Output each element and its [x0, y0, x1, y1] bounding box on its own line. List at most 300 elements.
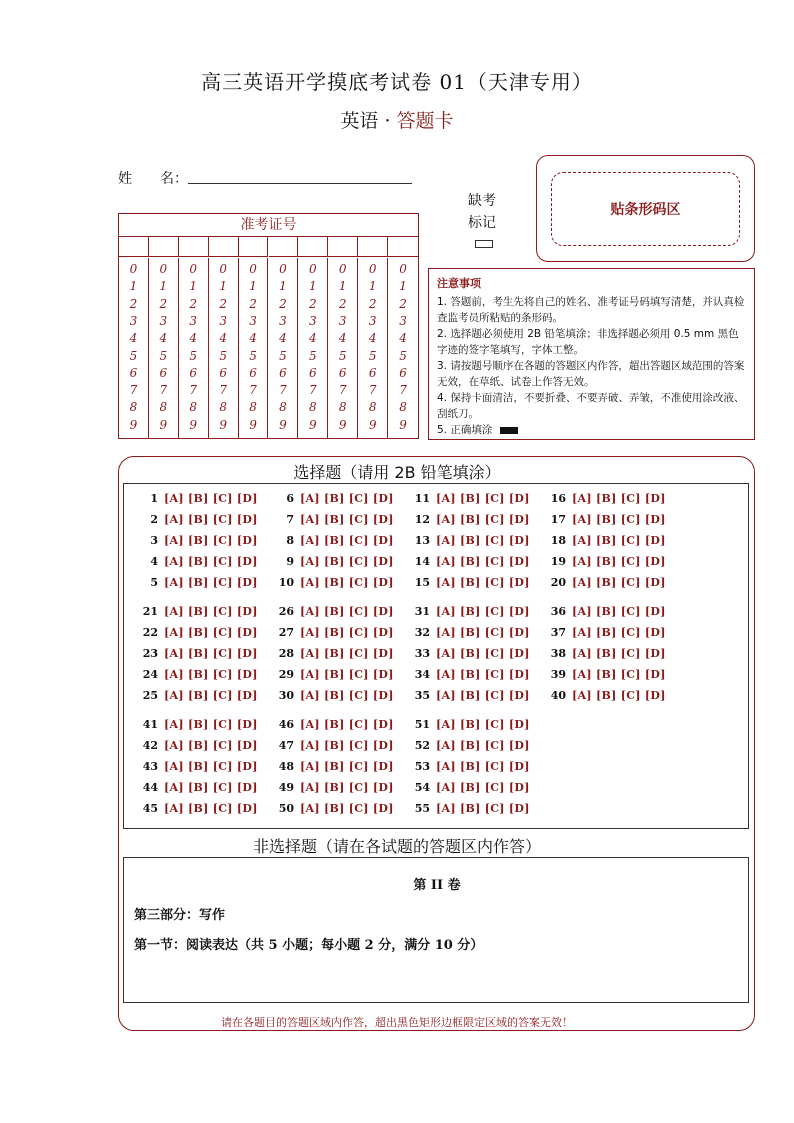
exam-number-digit-bubble[interactable]: 0	[309, 262, 317, 276]
answer-bubbles[interactable]: [A] [B] [C] [D]	[300, 760, 394, 773]
question-number: 32	[414, 626, 430, 639]
answer-bubbles[interactable]: [A] [B] [C] [D]	[436, 668, 530, 681]
question-number: 28	[278, 647, 294, 660]
answer-bubbles[interactable]: [A] [B] [C] [D]	[164, 576, 258, 589]
question-31	[408, 605, 530, 618]
answer-bubbles[interactable]: [A] [B] [C] [D]	[300, 802, 394, 815]
answer-bubbles[interactable]: [A] [B] [C] [D]	[164, 739, 258, 752]
exam-number-digit-bubble[interactable]: 3	[368, 313, 377, 328]
answer-bubbles[interactable]: [A] [B] [C] [D]	[572, 605, 666, 618]
question-32	[408, 626, 530, 639]
answer-bubbles[interactable]: [A] [B] [C] [D]	[436, 492, 530, 505]
exam-number-digit-bubble[interactable]: 6	[219, 365, 227, 380]
question-number: 54	[414, 781, 430, 794]
exam-number-grid	[118, 213, 419, 439]
question-41	[136, 718, 258, 731]
answer-bubbles[interactable]: [A] [B] [C] [D]	[300, 513, 394, 526]
question-28	[272, 647, 394, 660]
exam-number-digit-column	[298, 258, 328, 438]
exam-number-digit-bubble[interactable]: 9	[129, 417, 138, 432]
question-number: 22	[142, 626, 158, 639]
name-label: 姓 名：	[118, 171, 188, 187]
question-20	[544, 576, 666, 589]
exam-number-digit-bubble[interactable]: 8	[309, 400, 317, 415]
exam-number-digit-bubble[interactable]: 5	[399, 348, 407, 363]
exam-number-digit-bubble[interactable]: 6	[189, 365, 198, 380]
exam-number-digit-bubble[interactable]: 7	[368, 383, 377, 398]
exam-number-digit-bubble[interactable]: 7	[159, 383, 168, 398]
answer-bubbles[interactable]: [A] [B] [C] [D]	[164, 492, 258, 505]
exam-number-write-cell[interactable]	[298, 236, 328, 257]
exam-number-digit-bubble[interactable]: 8	[159, 400, 168, 415]
exam-number-digit-bubble[interactable]: 8	[189, 400, 198, 415]
question-18	[544, 534, 666, 547]
question-54	[408, 781, 530, 794]
exam-number-digit-bubble[interactable]: 5	[309, 348, 317, 363]
exam-number-digit-bubble[interactable]: 8	[219, 400, 227, 415]
exam-number-digit-bubble[interactable]: 1	[368, 279, 377, 294]
absent-label	[462, 190, 502, 234]
exam-number-digit-bubble[interactable]: 9	[189, 417, 198, 432]
answer-bubbles[interactable]: [A] [B] [C] [D]	[300, 689, 394, 702]
exam-number-digit-bubble[interactable]: 3	[279, 313, 287, 328]
exam-number-digit-bubble[interactable]: 3	[189, 313, 198, 328]
question-29	[272, 668, 394, 681]
exam-number-digit-bubble[interactable]: 1	[189, 279, 198, 294]
notes-panel	[428, 268, 755, 440]
absent-checkbox[interactable]	[475, 240, 493, 248]
answer-bubbles[interactable]: [A] [B] [C] [D]	[436, 689, 530, 702]
exam-number-digit-bubble[interactable]: 9	[368, 417, 377, 432]
exam-number-digit-bubble[interactable]: 2	[129, 296, 138, 311]
question-48	[272, 760, 394, 773]
question-27	[272, 626, 394, 639]
exam-number-digit-bubble[interactable]: 1	[338, 279, 347, 294]
question-39	[544, 668, 666, 681]
exam-number-digit-column	[388, 258, 418, 438]
exam-number-digit-bubble[interactable]: 7	[249, 383, 257, 398]
exam-number-digit-bubble[interactable]: 3	[338, 313, 347, 328]
question-number: 3	[150, 534, 158, 547]
exam-number-digit-bubble[interactable]: 3	[129, 313, 138, 328]
question-number: 33	[414, 647, 430, 660]
exam-number-digit-bubble[interactable]: 2	[309, 296, 317, 311]
answer-bubbles[interactable]: [A] [B] [C] [D]	[436, 605, 530, 618]
filled-mark-sample	[500, 427, 518, 434]
exam-number-write-cell[interactable]	[179, 236, 209, 257]
question-34	[408, 668, 530, 681]
question-number: 4	[150, 555, 158, 568]
exam-number-digit-bubble[interactable]: 7	[129, 383, 138, 398]
answer-bubbles[interactable]: [A] [B] [C] [D]	[164, 513, 258, 526]
question-number: 40	[550, 689, 566, 702]
exam-number-digit-bubble[interactable]: 2	[189, 296, 198, 311]
question-number: 19	[550, 555, 566, 568]
question-number: 7	[286, 513, 294, 526]
exam-number-digit-bubble[interactable]: 9	[399, 417, 407, 432]
exam-number-digit-bubble[interactable]: 5	[279, 348, 287, 363]
question-number: 8	[286, 534, 294, 547]
question-number: 30	[278, 689, 294, 702]
question-number: 25	[142, 689, 158, 702]
answer-bubbles[interactable]: [A] [B] [C] [D]	[164, 668, 258, 681]
question-number: 53	[414, 760, 430, 773]
exam-number-digit-bubble[interactable]: 1	[279, 279, 287, 294]
answer-bubbles[interactable]: [A] [B] [C] [D]	[572, 689, 666, 702]
exam-number-digit-bubble[interactable]: 0	[159, 262, 168, 276]
question-26	[272, 605, 394, 618]
question-47	[272, 739, 394, 752]
exam-number-title: 准考证号	[119, 214, 418, 237]
question-23	[136, 647, 258, 660]
question-9	[272, 555, 394, 568]
question-38	[544, 647, 666, 660]
question-number: 31	[414, 605, 430, 618]
question-55	[408, 802, 530, 815]
absent-label-line1: 缺考	[468, 193, 496, 209]
question-number: 49	[278, 781, 294, 794]
exam-number-digit-bubble[interactable]: 7	[309, 383, 317, 398]
exam-number-digit-bubble[interactable]: 1	[399, 279, 407, 294]
exam-number-digit-bubble[interactable]: 6	[368, 365, 377, 380]
exam-number-digit-bubble[interactable]: 8	[368, 400, 377, 415]
answer-bubbles[interactable]: [A] [B] [C] [D]	[300, 739, 394, 752]
answer-bubbles[interactable]: [A] [B] [C] [D]	[300, 555, 394, 568]
answer-bubbles[interactable]: [A] [B] [C] [D]	[436, 534, 530, 547]
question-number: 39	[550, 668, 566, 681]
note-item-fill-sample	[437, 422, 746, 438]
answer-bubbles[interactable]: [A] [B] [C] [D]	[436, 576, 530, 589]
exam-number-write-cell[interactable]	[328, 236, 358, 257]
exam-number-digit-bubble[interactable]: 3	[399, 313, 407, 328]
page-subtitle	[0, 106, 794, 133]
note-item: 5. 正确填涂	[437, 424, 493, 436]
footer-warning: 请在各题目的答题区域内作答，超出黑色矩形边框限定区域的答案无效！	[221, 1016, 573, 1029]
exam-number-digit-bubble[interactable]: 1	[309, 279, 317, 294]
answer-bubbles[interactable]: [A] [B] [C] [D]	[572, 513, 666, 526]
answer-bubbles[interactable]: [A] [B] [C] [D]	[436, 626, 530, 639]
exam-number-digit-bubble[interactable]: 2	[399, 296, 407, 311]
question-7	[272, 513, 394, 526]
question-number: 41	[142, 718, 158, 731]
exam-number-digit-column	[209, 258, 239, 438]
question-8	[272, 534, 394, 547]
exam-number-digit-bubble[interactable]: 3	[249, 313, 257, 328]
answer-bubbles[interactable]: [A] [B] [C] [D]	[300, 534, 394, 547]
answer-bubbles[interactable]: [A] [B] [C] [D]	[300, 626, 394, 639]
exam-number-digit-bubble[interactable]: 8	[399, 400, 407, 415]
question-42	[136, 739, 258, 752]
question-number: 46	[278, 718, 294, 731]
exam-number-digit-bubble[interactable]: 4	[129, 331, 138, 346]
question-number: 34	[414, 668, 430, 681]
question-24	[136, 668, 258, 681]
exam-number-digit-bubble[interactable]: 6	[338, 365, 347, 380]
exam-number-digit-bubble[interactable]: 0	[368, 262, 377, 276]
exam-number-digit-column	[239, 258, 269, 438]
answer-bubbles[interactable]: [A] [B] [C] [D]	[436, 760, 530, 773]
exam-number-digit-column	[179, 258, 209, 438]
exam-number-digit-bubble[interactable]: 9	[338, 417, 347, 432]
exam-number-digit-bubble[interactable]: 8	[249, 400, 257, 415]
choice-section-title: 选择题（请用 2B 铅笔填涂）	[293, 463, 501, 482]
question-number: 1	[150, 492, 158, 505]
question-19	[544, 555, 666, 568]
exam-number-digit-column	[358, 258, 388, 438]
answer-bubbles[interactable]: [A] [B] [C] [D]	[572, 534, 666, 547]
question-number: 36	[550, 605, 566, 618]
exam-number-digit-bubble[interactable]: 8	[338, 400, 347, 415]
question-1	[136, 492, 258, 505]
answer-bubbles[interactable]: [A] [B] [C] [D]	[164, 647, 258, 660]
exam-number-digit-bubble[interactable]: 4	[338, 331, 347, 346]
question-number: 45	[142, 802, 158, 815]
question-number: 11	[414, 492, 430, 505]
exam-number-digit-bubble[interactable]: 2	[249, 296, 257, 311]
answer-bubbles[interactable]: [A] [B] [C] [D]	[572, 626, 666, 639]
note-item: 1. 答题前，考生先将自己的姓名、准考证号码填写清楚，并认真检查监考员所粘贴的条形码。	[437, 296, 745, 324]
exam-number-digit-bubble[interactable]: 9	[279, 417, 287, 432]
question-number: 50	[278, 802, 294, 815]
answer-bubbles[interactable]: [A] [B] [C] [D]	[300, 492, 394, 505]
question-number: 42	[142, 739, 158, 752]
answer-bubbles[interactable]: [A] [B] [C] [D]	[164, 605, 258, 618]
exam-number-digit-bubble[interactable]: 9	[309, 417, 317, 432]
exam-number-digit-bubble[interactable]: 0	[338, 262, 347, 276]
exam-number-digit-bubble[interactable]: 5	[129, 348, 138, 363]
exam-number-digit-bubble[interactable]: 8	[279, 400, 287, 415]
question-30	[272, 689, 394, 702]
exam-number-digit-bubble[interactable]: 4	[159, 331, 168, 346]
barcode-label: 贴条形码区	[551, 172, 740, 246]
exam-number-digit-bubble[interactable]: 1	[129, 279, 138, 294]
question-number: 18	[550, 534, 566, 547]
question-number: 35	[414, 689, 430, 702]
question-16	[544, 492, 666, 505]
answer-bubbles[interactable]: [A] [B] [C] [D]	[164, 555, 258, 568]
question-number: 21	[142, 605, 158, 618]
exam-number-write-cell[interactable]	[388, 236, 418, 257]
question-number: 44	[142, 781, 158, 794]
answer-bubbles[interactable]: [A] [B] [C] [D]	[164, 760, 258, 773]
subtitle-subject: 英语 ·	[340, 110, 397, 132]
answer-bubbles[interactable]: [A] [B] [C] [D]	[300, 781, 394, 794]
question-12	[408, 513, 530, 526]
answer-bubbles[interactable]: [A] [B] [C] [D]	[436, 555, 530, 568]
answer-bubbles[interactable]: [A] [B] [C] [D]	[572, 492, 666, 505]
exam-number-write-cell[interactable]	[209, 236, 239, 257]
exam-number-digit-bubble[interactable]: 4	[249, 331, 257, 346]
exam-number-digit-bubble[interactable]: 4	[279, 331, 287, 346]
exam-number-digit-bubble[interactable]: 3	[309, 313, 317, 328]
nonchoice-answer-box[interactable]	[123, 857, 749, 1003]
exam-number-write-cell[interactable]	[119, 236, 149, 257]
note-item: 4. 保持卡面清洁，不要折叠、不要弄破、弄皱，不准使用涂改液、刮纸刀。	[437, 392, 745, 420]
question-3	[136, 534, 258, 547]
exam-number-digit-bubble[interactable]: 1	[249, 279, 257, 294]
question-5	[136, 576, 258, 589]
answer-bubbles[interactable]: [A] [B] [C] [D]	[300, 718, 394, 731]
question-46	[272, 718, 394, 731]
exam-number-digit-bubble[interactable]: 2	[338, 296, 347, 311]
question-number: 6	[286, 492, 294, 505]
question-number: 38	[550, 647, 566, 660]
exam-number-digit-bubble[interactable]: 2	[368, 296, 377, 311]
question-number: 17	[550, 513, 566, 526]
question-17	[544, 513, 666, 526]
exam-number-digit-bubble[interactable]: 2	[219, 296, 227, 311]
answer-bubbles[interactable]: [A] [B] [C] [D]	[164, 802, 258, 815]
question-number: 2	[150, 513, 158, 526]
exam-number-digit-bubble[interactable]: 1	[219, 279, 227, 294]
choice-answer-box	[123, 483, 749, 829]
question-number: 23	[142, 647, 158, 660]
exam-number-digit-bubble[interactable]: 6	[279, 365, 287, 380]
answer-bubbles[interactable]: [A] [B] [C] [D]	[572, 555, 666, 568]
answer-bubbles[interactable]: [A] [B] [C] [D]	[300, 605, 394, 618]
exam-number-digit-bubble[interactable]: 4	[399, 331, 407, 346]
exam-number-digit-bubble[interactable]: 6	[159, 365, 168, 380]
exam-number-digit-bubble[interactable]: 4	[309, 331, 317, 346]
question-number: 9	[286, 555, 294, 568]
exam-number-digit-bubble[interactable]: 1	[159, 279, 168, 294]
question-36	[544, 605, 666, 618]
exam-number-digit-bubble[interactable]: 6	[309, 365, 317, 380]
question-33	[408, 647, 530, 660]
exam-number-digit-bubble[interactable]: 9	[219, 417, 227, 432]
question-45	[136, 802, 258, 815]
exam-number-digit-bubble[interactable]: 9	[249, 417, 257, 432]
answer-bubbles[interactable]: [A] [B] [C] [D]	[572, 668, 666, 681]
question-25	[136, 689, 258, 702]
answer-bubbles[interactable]: [A] [B] [C] [D]	[300, 668, 394, 681]
question-number: 48	[278, 760, 294, 773]
exam-number-digit-bubble[interactable]: 9	[159, 417, 168, 432]
exam-number-digit-column	[328, 258, 358, 438]
exam-number-write-cell[interactable]	[358, 236, 388, 257]
exam-number-digit-column	[269, 258, 299, 438]
answer-bubbles[interactable]: [A] [B] [C] [D]	[436, 718, 530, 731]
question-50	[272, 802, 394, 815]
question-35	[408, 689, 530, 702]
question-number: 26	[278, 605, 294, 618]
exam-number-digit-column	[119, 258, 149, 438]
exam-number-digit-bubble[interactable]: 0	[189, 262, 198, 276]
question-number: 29	[278, 668, 294, 681]
question-number: 20	[550, 576, 566, 589]
exam-number-digit-bubble[interactable]: 7	[219, 383, 227, 398]
note-item: 3. 请按题号顺序在各题的答题区内作答，超出答题区域范围的答案无效，在草纸、试卷上作答无效。	[437, 360, 745, 388]
answer-bubbles[interactable]: [A] [B] [C] [D]	[164, 781, 258, 794]
question-15	[408, 576, 530, 589]
answer-bubbles[interactable]: [A] [B] [C] [D]	[164, 534, 258, 547]
exam-number-digit-bubble[interactable]: 6	[399, 365, 407, 380]
exam-number-digit-bubble[interactable]: 6	[129, 365, 138, 380]
question-22	[136, 626, 258, 639]
answer-bubbles[interactable]: [A] [B] [C] [D]	[436, 739, 530, 752]
question-number: 14	[414, 555, 430, 568]
exam-number-digit-bubble[interactable]: 5	[368, 348, 377, 363]
exam-number-digit-bubble[interactable]: 2	[279, 296, 287, 311]
question-43	[136, 760, 258, 773]
question-number: 5	[150, 576, 158, 589]
answer-bubbles[interactable]: [A] [B] [C] [D]	[164, 689, 258, 702]
nonchoice-section-title: 非选择题（请在各试题的答题区内作答）	[252, 837, 541, 856]
exam-number-digit-bubble[interactable]: 4	[189, 331, 198, 346]
exam-number-digit-bubble[interactable]: 6	[249, 365, 257, 380]
answer-bubbles[interactable]: [A] [B] [C] [D]	[436, 513, 530, 526]
question-44	[136, 781, 258, 794]
answer-bubbles[interactable]: [A] [B] [C] [D]	[300, 647, 394, 660]
subtitle-card: 答题卡	[396, 110, 454, 132]
answer-bubbles[interactable]: [A] [B] [C] [D]	[300, 576, 394, 589]
question-6	[272, 492, 394, 505]
question-number: 47	[278, 739, 294, 752]
question-52	[408, 739, 530, 752]
question-number: 37	[550, 626, 566, 639]
name-field[interactable]	[188, 183, 412, 184]
exam-number-write-cell[interactable]	[149, 236, 179, 257]
question-14	[408, 555, 530, 568]
exam-number-digit-bubble[interactable]: 0	[249, 262, 257, 276]
volume-title: 第 II 卷	[413, 878, 461, 893]
question-37	[544, 626, 666, 639]
answer-bubbles[interactable]: [A] [B] [C] [D]	[164, 718, 258, 731]
question-number: 24	[142, 668, 158, 681]
notes-title: 注意事项	[437, 277, 481, 290]
exam-number-digit-bubble[interactable]: 5	[338, 348, 347, 363]
exam-number-digit-bubble[interactable]: 3	[219, 313, 227, 328]
exam-number-write-cell[interactable]	[239, 236, 269, 257]
exam-number-digit-bubble[interactable]: 7	[279, 383, 287, 398]
answer-bubbles[interactable]: [A] [B] [C] [D]	[164, 626, 258, 639]
exam-number-digit-bubble[interactable]: 0	[219, 262, 227, 276]
exam-number-digit-column	[149, 258, 179, 438]
question-49	[272, 781, 394, 794]
question-40	[544, 689, 666, 702]
answer-bubbles[interactable]: [A] [B] [C] [D]	[436, 647, 530, 660]
question-number: 12	[414, 513, 430, 526]
exam-number-digit-bubble[interactable]: 5	[249, 348, 257, 363]
exam-number-digit-bubble[interactable]: 5	[159, 348, 168, 363]
exam-number-digit-bubble[interactable]: 0	[279, 262, 287, 276]
exam-number-digit-bubble[interactable]: 0	[399, 262, 407, 276]
question-number: 43	[142, 760, 158, 773]
question-number: 16	[550, 492, 566, 505]
answer-bubbles[interactable]: [A] [B] [C] [D]	[572, 647, 666, 660]
exam-number-digit-bubble[interactable]: 5	[189, 348, 198, 363]
answer-bubbles[interactable]: [A] [B] [C] [D]	[572, 576, 666, 589]
exam-number-digit-bubble[interactable]: 4	[368, 331, 377, 346]
answer-bubbles[interactable]: [A] [B] [C] [D]	[436, 781, 530, 794]
exam-number-digit-bubble[interactable]: 2	[159, 296, 168, 311]
exam-number-digit-bubble[interactable]: 4	[219, 331, 227, 346]
question-number: 55	[414, 802, 430, 815]
exam-number-digit-bubble[interactable]: 7	[399, 383, 407, 398]
exam-number-digit-bubble[interactable]: 5	[219, 348, 227, 363]
answer-bubbles[interactable]: [A] [B] [C] [D]	[436, 802, 530, 815]
question-number: 10	[278, 576, 294, 589]
exam-number-digit-bubble[interactable]: 3	[159, 313, 168, 328]
exam-number-write-cell[interactable]	[269, 236, 299, 257]
exam-number-digit-bubble[interactable]: 7	[189, 383, 198, 398]
question-21	[136, 605, 258, 618]
exam-number-digit-bubble[interactable]: 7	[338, 383, 347, 398]
section-title: 第一节：阅读表达（共 5 小题；每小题 2 分，满分 10 分）	[134, 938, 484, 953]
exam-number-digit-bubble[interactable]: 0	[129, 262, 138, 276]
question-number: 13	[414, 534, 430, 547]
exam-number-digit-bubble[interactable]: 8	[129, 400, 138, 415]
